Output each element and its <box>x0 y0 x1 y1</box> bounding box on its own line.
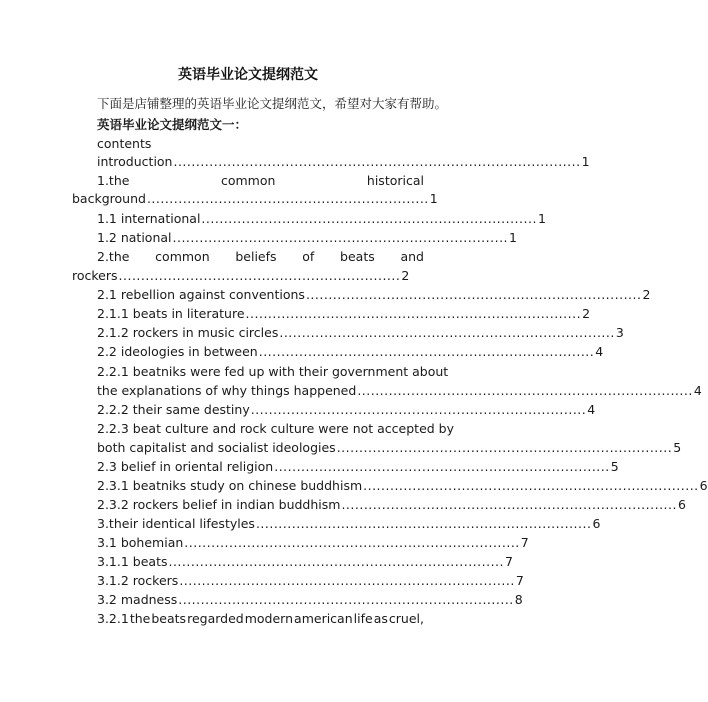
toc-entry-3-1-1 <box>97 554 513 570</box>
toc-page: 2 <box>401 268 410 283</box>
toc-label: 2.2 ideologies in between <box>97 344 258 359</box>
toc-word: of <box>302 249 315 264</box>
toc-leader: ........................................................................... <box>305 287 642 302</box>
toc-word: 2.the <box>97 249 130 264</box>
toc-entry-2-3-2 <box>97 497 686 513</box>
toc-entry-3 <box>97 516 601 532</box>
toc-label: 3.1.2 rockers <box>97 573 179 588</box>
toc-leader: ............................................................... <box>146 191 429 206</box>
toc-label: 2.3.2 rockers belief in indian buddhism <box>97 497 341 512</box>
toc-entry-2-3 <box>97 459 619 475</box>
toc-label: both capitalist and socialist ideologies <box>97 440 336 455</box>
toc-label: 1.1 international <box>97 211 201 226</box>
toc-page: 1 <box>509 230 517 245</box>
document-title: 英语毕业论文提纲范文 <box>178 67 318 83</box>
toc-label: 2.1 rebellion against conventions <box>97 287 305 302</box>
toc-entry-2-2-1: 2.2.1 beatniks were fed up with their government about <box>97 364 449 379</box>
toc-page: 2 <box>642 287 651 302</box>
toc-word: as <box>373 611 388 626</box>
toc-word: the <box>129 611 151 626</box>
toc-leader: ........................................................................... <box>363 478 699 493</box>
toc-leader: ........................................................................... <box>179 573 515 588</box>
toc-entry-2-1-2 <box>97 325 624 341</box>
toc-leader: ........................................................................... <box>184 535 520 550</box>
toc-entry-3-1 <box>97 535 529 551</box>
toc-word: common <box>155 249 210 264</box>
toc-leader: ........................................................................... <box>336 440 673 455</box>
toc-page: 5 <box>673 440 682 455</box>
toc-word: american <box>294 611 353 626</box>
toc-entry-2-2-1-wrap <box>97 383 702 399</box>
toc-word: beats <box>340 249 375 264</box>
toc-word: common <box>220 173 276 188</box>
toc-leader: ........................................................................... <box>255 516 592 531</box>
toc-label: 3.2 madness <box>97 592 178 607</box>
toc-label: 2.3 belief in oriental religion <box>97 459 274 474</box>
toc-page: 8 <box>514 592 523 607</box>
toc-leader: ........................................................................... <box>201 211 537 226</box>
toc-page: 6 <box>677 497 686 512</box>
toc-leader: ........................................................................... <box>274 459 610 474</box>
toc-entry-2-wrap <box>72 268 410 284</box>
intro-text: 下面是店铺整理的英语毕业论文提纲范文，希望对大家有帮助。 <box>97 96 448 111</box>
toc-page: 6 <box>592 516 601 531</box>
toc-word: regarded <box>187 611 244 626</box>
toc-word: and <box>400 249 424 264</box>
toc-entry-3-2-1 <box>97 611 424 627</box>
toc-entry-2-2 <box>97 344 604 360</box>
toc-entry-1-1 <box>97 211 546 227</box>
toc-leader: ........................................................................... <box>172 230 509 245</box>
toc-page: 3 <box>615 325 624 340</box>
toc-leader: ........................................................................... <box>258 344 595 359</box>
toc-page: 5 <box>610 459 619 474</box>
toc-entry-3-1-2 <box>97 573 524 589</box>
toc-leader: ........................................................................... <box>250 402 587 417</box>
toc-entry-1-2 <box>97 230 517 246</box>
toc-entry-introduction <box>97 154 590 170</box>
toc-entry-2-2-2 <box>97 402 596 418</box>
toc-leader: ........................................................................... <box>178 592 514 607</box>
toc-page: 1 <box>537 211 546 226</box>
toc-word: historical <box>366 173 424 188</box>
toc-entry-1 <box>97 173 424 189</box>
toc-label: the explanations of why things happened <box>97 383 357 398</box>
toc-label: 2.3.1 beatniks study on chinese buddhism <box>97 478 363 493</box>
toc-word: beliefs <box>235 249 277 264</box>
toc-page: 7 <box>515 573 524 588</box>
toc-entry-2-3-1 <box>97 478 708 494</box>
toc-label: introduction <box>97 154 173 169</box>
toc-word: beats <box>151 611 187 626</box>
toc-leader: ........................................................................... <box>341 497 677 512</box>
toc-label: 1.2 national <box>97 230 172 245</box>
toc-label: 3.1 bohemian <box>97 535 184 550</box>
toc-page: 4 <box>595 344 604 359</box>
toc-leader: ........................................................................... <box>245 306 582 321</box>
toc-entry-3-2 <box>97 592 523 608</box>
toc-word: modern <box>244 611 294 626</box>
toc-page: 6 <box>699 478 708 493</box>
toc-page: 4 <box>587 402 596 417</box>
toc-label: 2.1.2 rockers in music circles <box>97 325 279 340</box>
toc-page: 2 <box>582 306 591 321</box>
toc-entry-2 <box>97 249 424 265</box>
toc-word: 3.2.1 <box>97 611 129 626</box>
toc-word: cruel, <box>388 611 424 626</box>
toc-label: 2.1.1 beats in literature <box>97 306 245 321</box>
toc-label: 3.their identical lifestyles <box>97 516 255 531</box>
toc-leader: ........................................................................... <box>357 383 693 398</box>
toc-entry-2-2-3-wrap <box>97 440 682 456</box>
toc-page: 7 <box>505 554 513 569</box>
toc-leader: ........................................................................................... <box>173 154 581 169</box>
sample-heading: 英语毕业论文提纲范文一： <box>97 117 248 132</box>
toc-page: 1 <box>581 154 590 169</box>
toc-page: 4 <box>693 383 702 398</box>
toc-page: 1 <box>429 191 438 206</box>
toc-entry-2-1-1 <box>97 306 591 322</box>
toc-word: 1.the <box>97 173 130 188</box>
toc-leader: ............................................................... <box>118 268 401 283</box>
toc-page: 7 <box>520 535 529 550</box>
toc-entry-2-2-3: 2.2.3 beat culture and rock culture were not accepted by <box>97 421 455 436</box>
contents-label: contents <box>97 136 152 151</box>
toc-label: background <box>72 191 146 206</box>
toc-entry-1-wrap <box>72 191 438 207</box>
toc-leader: ........................................................................... <box>168 554 504 569</box>
toc-label: rockers <box>72 268 118 283</box>
toc-word: life <box>353 611 373 626</box>
toc-label: 3.1.1 beats <box>97 554 168 569</box>
toc-label: 2.2.2 their same destiny <box>97 402 250 417</box>
toc-leader: ........................................................................... <box>279 325 615 340</box>
toc-entry-2-1 <box>97 287 651 303</box>
